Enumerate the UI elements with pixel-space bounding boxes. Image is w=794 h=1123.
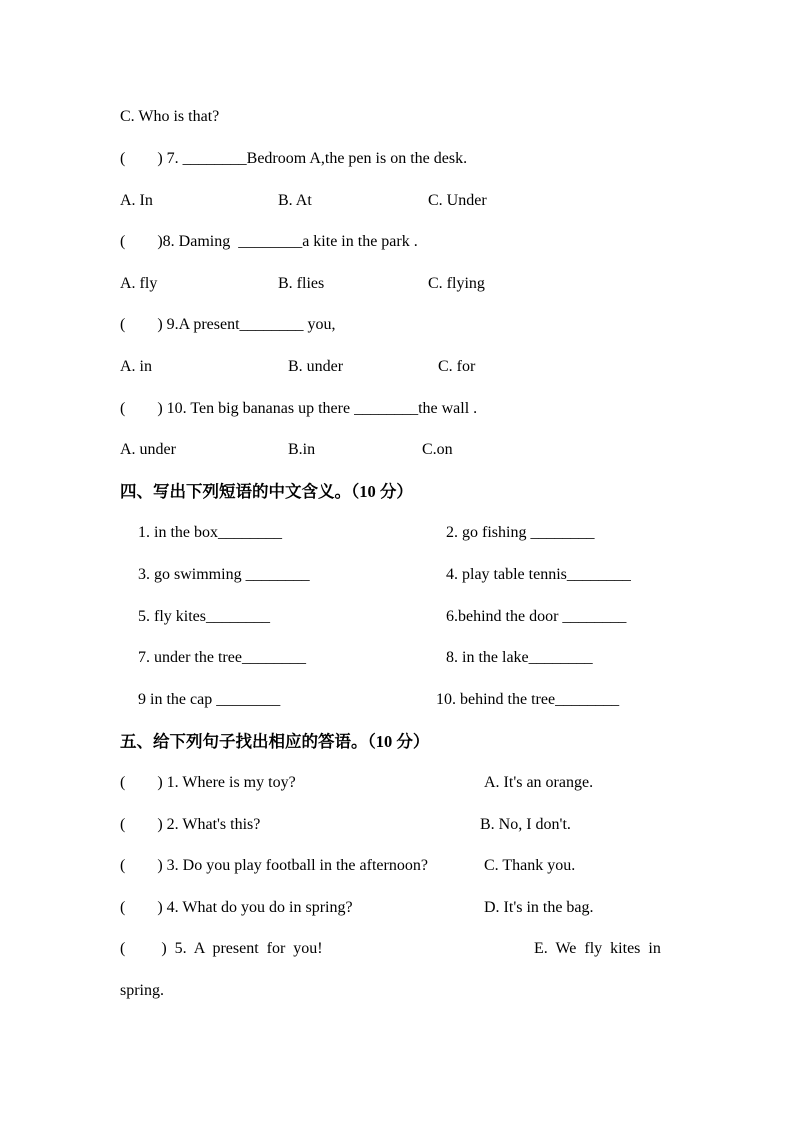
q8-option-c: C. flying <box>428 275 485 292</box>
q8-question: ( )8. Daming ________a kite in the park . <box>120 233 418 250</box>
q10-option-a: A. under <box>120 441 176 458</box>
match-question: ( ) 1. Where is my toy? <box>120 774 296 791</box>
q7-option-b: B. At <box>278 192 312 209</box>
q7-option-c: C. Under <box>428 192 487 209</box>
match-answer: D. It's in the bag. <box>484 899 594 916</box>
q8-option-a: A. fly <box>120 275 158 292</box>
q9-option-b: B. under <box>288 358 344 375</box>
q8-option-b: B. flies <box>278 275 325 292</box>
phrase-item: 7. under the tree________ <box>138 649 306 666</box>
match-question: ( ) 3. Do you play football in the afternoon? <box>120 857 428 874</box>
q10-option-c: C.on <box>422 441 453 458</box>
match-question: ( ) 4. What do you do in spring? <box>120 899 353 916</box>
phrase-item: 5. fly kites________ <box>138 608 270 625</box>
q7-option-a: A. In <box>120 192 153 209</box>
phrase-item: 8. in the lake________ <box>446 649 593 666</box>
q9-question: ( ) 9.A present________ you, <box>120 316 336 333</box>
q9-option-c: C. for <box>438 358 476 375</box>
section4-title: 四、写出下列短语的中文含义。（10 分） <box>120 482 413 501</box>
match-answer: C. Thank you. <box>484 857 576 874</box>
match-question: ( ) 2. What's this? <box>120 816 261 833</box>
phrase-item: 4. play table tennis________ <box>446 566 631 583</box>
phrase-item: 1. in the box________ <box>138 524 282 541</box>
phrase-item: 6.behind the door ________ <box>446 608 627 625</box>
q7-question: ( ) 7. ________Bedroom A,the pen is on the desk. <box>120 150 468 167</box>
section5-title: 五、给下列句子找出相应的答语。（10 分） <box>120 732 430 751</box>
match-answer: E. We fly kites in <box>534 940 661 957</box>
q10-option-b: B.in <box>288 441 316 458</box>
phrase-item: 10. behind the tree________ <box>436 691 620 708</box>
phrase-item: 3. go swimming ________ <box>138 566 310 583</box>
q10-question: ( ) 10. Ten big bananas up there ________the wall . <box>120 400 478 417</box>
match-answer: A. It's an orange. <box>484 774 594 791</box>
phrase-item: 2. go fishing ________ <box>446 524 595 541</box>
q9-option-a: A. in <box>120 358 152 375</box>
q6-option-c: C. Who is that? <box>120 108 220 125</box>
phrase-item: 9 in the cap ________ <box>138 691 281 708</box>
match-question: ( ) 5. A present for you! <box>120 940 323 957</box>
match-answer: B. No, I don't. <box>480 816 571 833</box>
match-answer-continued: spring. <box>120 982 164 999</box>
